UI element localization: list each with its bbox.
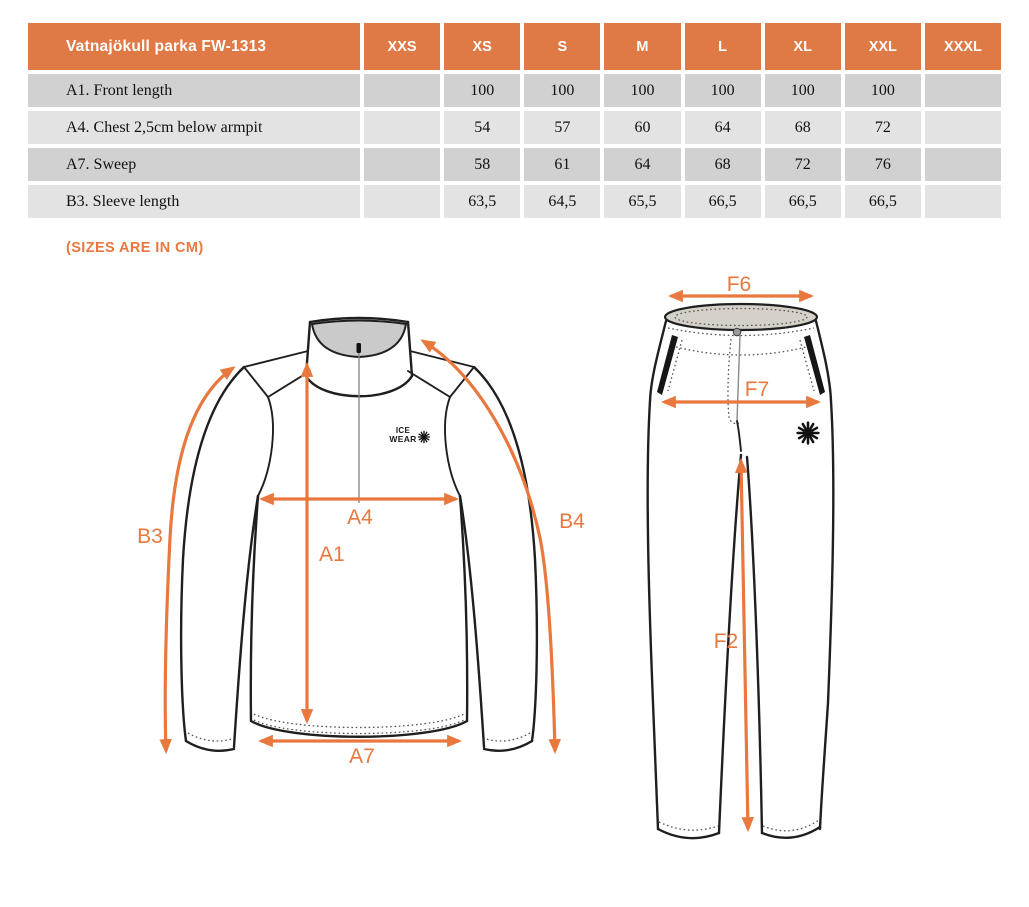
- pants-drawing: [648, 273, 834, 838]
- table-cell: [364, 74, 440, 107]
- brand-logo-line1: ICE: [395, 426, 411, 435]
- jacket-label-b3: B3: [137, 525, 163, 548]
- size-table: [28, 23, 1001, 218]
- yoke-stitch: [676, 347, 806, 355]
- table-cell: [364, 111, 440, 144]
- table-row-label: B3. Sleeve length: [28, 185, 360, 218]
- table-size-header: XXXL: [925, 23, 1001, 70]
- left-cuff: [186, 741, 234, 751]
- table-size-header: XXS: [364, 23, 440, 70]
- table-title: Vatnajökull parka FW-1313: [28, 23, 360, 70]
- table-size-header: S: [524, 23, 600, 70]
- table-cell: 100: [845, 74, 921, 107]
- table-row-label: A1. Front length: [28, 74, 360, 107]
- table-row-label: A7. Sweep: [28, 148, 360, 181]
- jacket-label-a7: A7: [349, 745, 375, 768]
- table-cell: 65,5: [604, 185, 680, 218]
- table-size-header: XL: [765, 23, 841, 70]
- snowflake-icon: [418, 431, 429, 442]
- table-cell: 68: [765, 111, 841, 144]
- fly-zipper: [737, 335, 740, 421]
- left-raglan-seam: [258, 397, 273, 496]
- table-size-header: L: [685, 23, 761, 70]
- table-cell: 58: [444, 148, 520, 181]
- table-cell: 68: [685, 148, 761, 181]
- table-cell: 57: [524, 111, 600, 144]
- table-row-label: A4. Chest 2,5cm below armpit: [28, 111, 360, 144]
- table-cell: 60: [604, 111, 680, 144]
- collar-right-edge: [408, 322, 412, 376]
- table-cell: [925, 74, 1001, 107]
- table-cell: 61: [524, 148, 600, 181]
- zipper-pull: [357, 343, 362, 353]
- table-cell: 100: [685, 74, 761, 107]
- jacket-label-a4: A4: [347, 506, 373, 529]
- table-cell: 64: [685, 111, 761, 144]
- garment-measurement-diagram: [0, 273, 1029, 883]
- table-cell: [925, 111, 1001, 144]
- table-cell: 72: [845, 111, 921, 144]
- left-shoulder-panel: [244, 351, 310, 397]
- right-leg-outer: [816, 321, 833, 829]
- table-cell: 100: [524, 74, 600, 107]
- table-cell: 63,5: [444, 185, 520, 218]
- table-cell: 100: [604, 74, 680, 107]
- table-cell: 64: [604, 148, 680, 181]
- pants-label-f7: F7: [744, 378, 770, 401]
- units-note: (SIZES ARE IN CM): [66, 240, 204, 256]
- b3-arrow: [165, 368, 233, 751]
- crotch-seam: [737, 421, 741, 451]
- table-cell: 100: [444, 74, 520, 107]
- table-cell: 72: [765, 148, 841, 181]
- table-cell: [925, 148, 1001, 181]
- right-shoulder-panel: [408, 351, 474, 397]
- table-cell: [364, 148, 440, 181]
- table-cell: 64,5: [524, 185, 600, 218]
- jacket-drawing: [137, 318, 585, 768]
- table-size-header: M: [604, 23, 680, 70]
- right-hem-stitch: [763, 820, 819, 831]
- brand-logo-line2: WEAR: [389, 434, 417, 444]
- table-cell: 66,5: [685, 185, 761, 218]
- jacket-label-a1: A1: [319, 543, 345, 566]
- table-cell: 66,5: [765, 185, 841, 218]
- right-raglan-seam: [445, 397, 460, 496]
- table-size-header: XXL: [845, 23, 921, 70]
- pants-label-f2: F2: [713, 630, 739, 653]
- table-cell: 100: [765, 74, 841, 107]
- pants-label-f6: F6: [726, 273, 752, 296]
- right-cuff-stitch: [486, 733, 530, 741]
- size-table-section: [28, 23, 1001, 218]
- waist-button: [733, 328, 741, 336]
- table-cell: 54: [444, 111, 520, 144]
- hem-stitch-1: [254, 714, 464, 728]
- right-leg-inseam: [747, 457, 762, 833]
- table-size-header: XS: [444, 23, 520, 70]
- right-sleeve-outer: [474, 367, 537, 741]
- table-cell: [925, 185, 1001, 218]
- left-hem-stitch: [659, 822, 718, 830]
- table-cell: [364, 185, 440, 218]
- right-leg-hem: [762, 827, 820, 838]
- snowflake-icon: [798, 423, 819, 444]
- left-leg-outer: [648, 321, 666, 829]
- left-cuff-stitch: [188, 733, 232, 741]
- jacket-label-b4: B4: [559, 510, 585, 533]
- right-cuff: [484, 741, 532, 751]
- f2-arrow: [741, 461, 748, 829]
- table-cell: 66,5: [845, 185, 921, 218]
- table-cell: 76: [845, 148, 921, 181]
